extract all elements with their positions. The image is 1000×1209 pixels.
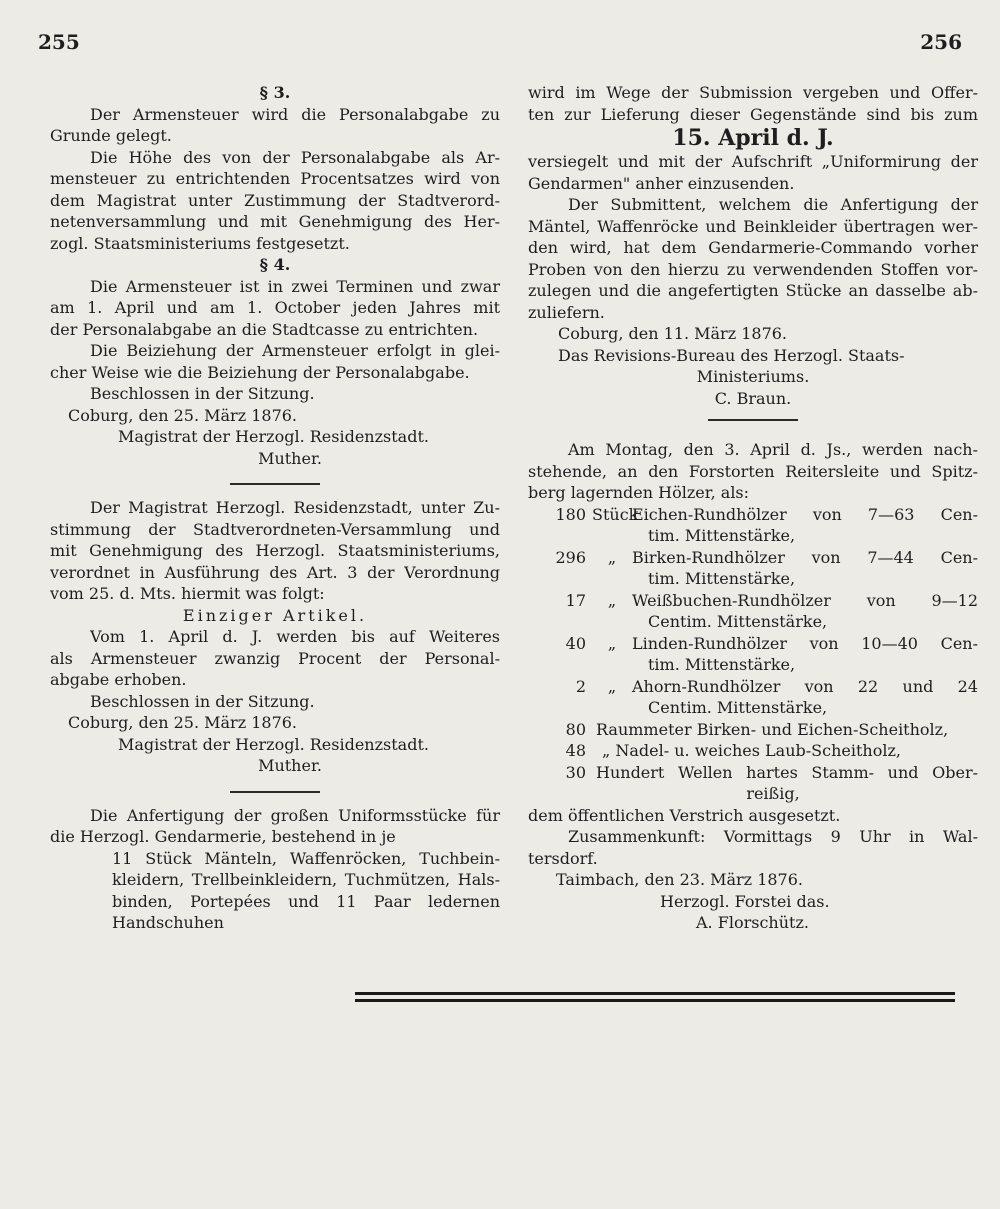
item-unit: „ [607,676,617,696]
text-line: kleidern, Trellbeinkleidern, Tuchmützen, Hals- [112,870,500,889]
text-line: Zusammenkunft: Vormittags 9 Uhr in Wal- [568,827,978,846]
signature: A. Florschütz. [696,913,809,932]
text-line: Mäntel, Waffenröcke und Beinkleider übertragen wer- [528,216,978,236]
section-4-heading: § 4. [259,255,291,274]
text-line: cher Weise wie die Beiziehung der Personalabgabe. [50,362,470,382]
list-item [528,590,978,633]
page-number-left: 255 [38,30,80,54]
text-line: ten zur Lieferung dieser Gegenstände sind bis zum [528,104,978,124]
text-line: abgabe erhoben. [50,670,187,689]
text-line: 11 Stück Mänteln, Waffenröcken, Tuchbein- [112,848,500,868]
text-line: Der Submittent, welchem die Anfertigung der [568,195,978,214]
item-quantity: 40 [565,633,586,653]
item-unit: „ [607,547,617,567]
text-line: Proben von den hierzu zu verwendenden Stoffen vor- [528,259,978,279]
section-3-paragraph-1 [50,104,500,147]
list-item [528,504,978,547]
item-quantity: 30 [565,762,586,782]
section-3-heading: § 3. [259,83,291,102]
text-line: Die Armensteuer ist in zwei Terminen und zwar [90,276,500,296]
timber-inventory-list [528,504,978,805]
text-line: Am Montag, den 3. April d. Js., werden nach- [568,440,978,459]
section-4-paragraph-2 [50,340,500,383]
text-line: Die Beiziehung der Armensteuer erfolgt in glei- [90,341,500,360]
text-line: die Herzogl. Gendarmerie, bestehend in je [50,827,396,846]
resolved-line: Beschlossen in der Sitzung. [90,384,315,403]
text-line: tersdorf. [528,848,598,868]
text-line: Der Magistrat Herzogl. Residenzstadt, unter Zu- [90,498,500,517]
text-line: Handschuhen [112,913,224,932]
authority-line-2: Ministeriums. [696,367,810,386]
item-quantity: 17 [565,590,586,610]
text-line: mit Genehmigung des Herzogl. Staatsministeriums, [50,541,500,560]
separator-rule [230,791,320,793]
text-line: berg lagernden Hölzer, als: [528,483,750,502]
signature: Muther. [258,756,322,775]
authority-line: Magistrat der Herzogl. Residenzstadt. [118,734,429,754]
separator-rule [708,419,798,421]
text-line: dem Magistrat unter Zustimmung der Stadtverord- [50,190,500,210]
text-line: als Armensteuer zwanzig Procent der Personal- [50,648,500,668]
item-unit: „ [607,633,617,653]
authority-line: Magistrat der Herzogl. Residenzstadt. [118,427,429,446]
list-item [528,676,978,719]
item-quantity: 80 [565,719,586,739]
text-line: stimmung der Stadtverordneten-Versammlung und [50,519,500,539]
page-number-right: 256 [920,30,962,54]
text-line: stehende, an den Forstorten Reitersleite und Spitz- [528,461,978,481]
text-line: versiegelt und mit der Aufschrift „Uniformirung der [528,152,978,171]
text-line: binden, Portepées und 11 Paar ledernen [112,891,500,911]
list-item [528,762,978,784]
text-line: Grunde gelegt. [50,126,172,145]
item-quantity: 180 [555,504,586,524]
item-description: Birken-Rundhölzer von 7—44 Cen- [632,547,978,567]
date-line: Coburg, den 25. März 1876. [68,405,298,425]
text-line: verordnet in Ausführung des Art. 3 der Verordnung [50,562,500,582]
list-item [528,719,978,741]
notice-4-paragraph-1 [528,439,978,504]
list-item [528,740,978,762]
submission-deadline: 15. April d. J. [672,125,834,151]
text-line: zulegen und die angefertigten Stücke an dasselbe ab- [528,281,978,300]
date-line: Coburg, den 11. März 1876. [558,324,788,343]
text-line: Die Höhe des von der Personalabgabe als Ar- [90,147,500,167]
item-description: tim. Mittenstärke, [648,655,796,674]
text-line: dem öffentlichen Verstrich ausgesetzt. [528,805,841,825]
list-item [528,633,978,676]
right-column [528,82,978,934]
item-description: Linden-Rundhölzer von 10—40 Cen- [632,633,978,653]
text-line: Vom 1. April d. J. werden bis auf Weiteres [90,627,500,646]
resolved-line: Beschlossen in der Sitzung. [90,691,315,711]
uniform-items-list [50,848,500,934]
text-line: vom 25. d. Mts. hiermit was folgt: [50,584,325,603]
item-description: Weißbuchen-Rundhölzer von 9—12 [632,590,978,610]
double-rule-divider [355,992,955,1006]
authority-line: Das Revisions-Bureau des Herzogl. Staats- [558,345,905,365]
text-line: am 1. April und am 1. October jeden Jahres mit [50,298,500,317]
text-line: Die Anfertigung der großen Uniformsstücke für [90,805,500,825]
text-line: zuliefern. [528,302,605,322]
notice-3-continuation [528,82,978,125]
notice-2-paragraph-2 [50,626,500,691]
text-line: Der Armensteuer wird die Personalabgabe zu [90,104,500,124]
date-line: Coburg, den 25. März 1876. [68,713,298,732]
date-line: Taimbach, den 23. März 1876. [556,870,803,889]
section-3-paragraph-2 [50,147,500,255]
item-description: Centim. Mittenstärke, [648,698,828,717]
section-4-paragraph-1 [50,276,500,341]
item-description: Eichen-Rundhölzer von 7—63 Cen- [632,504,978,524]
item-description: tim. Mittenstärke, [648,526,796,545]
item-description: Centim. Mittenstärke, [648,612,828,631]
item-description: Ahorn-Rundhölzer von 22 und 24 [632,676,978,696]
notice-3-continuation-2 [528,151,978,194]
text-line: den wird, hat dem Gendarmerie-Commando vorher [528,238,978,257]
item-description: tim. Mittenstärke, [648,569,796,588]
text-line: zogl. Staatsministeriums festgesetzt. [50,233,350,253]
signature: C. Braun. [714,388,792,408]
signature: Muther. [258,448,322,468]
item-unit: Stück [592,504,639,524]
text-line: netenversammlung und mit Genehmigung des Her- [50,212,500,231]
item-quantity: 2 [575,676,586,696]
text-line: Gendarmen" anher einzusenden. [528,173,795,193]
text-line: mensteuer zu entrichtenden Procentsatzes wird von [50,169,500,188]
item-description: reißig, [746,784,800,803]
notice-3-paragraph-2 [528,194,978,323]
notice-3-paragraph-1 [50,805,500,848]
item-description: Raummeter Birken- und Eichen-Scheitholz, [596,719,949,739]
text-line: wird im Wege der Submission vergeben und Offer- [528,83,978,102]
item-quantity: 48 [565,741,586,760]
item-description: „ Nadel- u. weiches Laub-Scheitholz, [602,741,901,760]
left-column [50,82,500,934]
authority-line: Herzogl. Forstei das. [660,891,830,911]
article-heading: Einziger Artikel. [182,605,368,625]
item-description: Hundert Wellen hartes Stamm- und Ober- [596,762,978,782]
separator-rule [230,483,320,485]
text-line: der Personalabgabe an die Stadtcasse zu entrichten. [50,319,479,339]
list-item [528,547,978,590]
item-unit: „ [607,590,617,610]
item-quantity: 296 [555,547,586,567]
meeting-notice [528,826,978,869]
notice-2-paragraph-1 [50,497,500,605]
